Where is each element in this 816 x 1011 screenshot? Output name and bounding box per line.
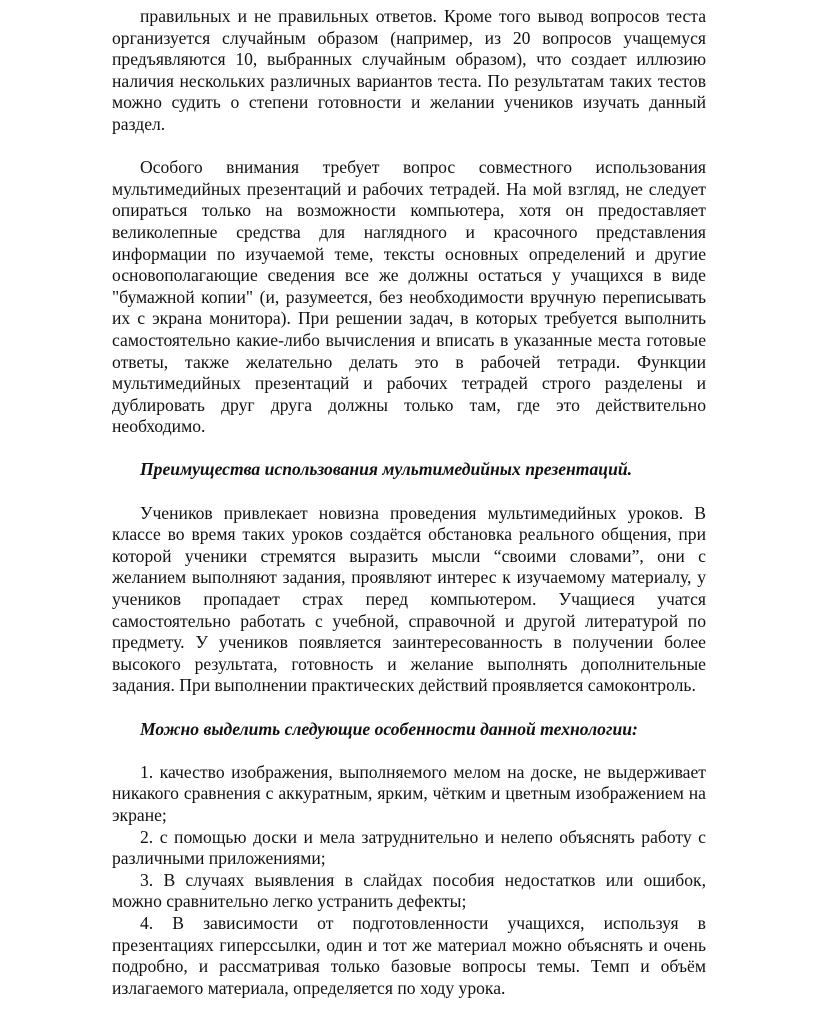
heading-advantages: Преимущества использования мультимедийных презентаций. [140,459,633,480]
list-item-4: 4. В зависимости от подготовленности учащихся, используя в презентациях гиперссылки, один и тот же материал можно объяснять и очень подробно, и рассматривая только базовые вопросы темы. Темп и объём излагаемого материала, определяется по ходу урока. [112,912,706,998]
paragraph-students: Учеников привлекает новизна проведения мультимедийных уроков. В классе во время таких уроков создаётся обстановка реального общения, при которой ученики стремятся выразить мысли “своими словами”, они с желанием выполняют задания, проявляют интерес к изучаемому материалу, у учеников пропадает страх перед компьютером. Учащиеся учатся самостоятельно работать с учебной, справочной и другой литературой по предмету. У учеников появляется заинтересованность в получении более высокого результата, готовность и желание выполнять дополнительные задания. При выполнении практических действий проявляется самоконтроль. [112,502,706,696]
paragraph-gap [112,438,706,460]
heading-features: Можно выделить следующие особенности данной технологии: [140,718,638,739]
paragraph-gap [112,481,706,503]
paragraph-gap [112,136,706,158]
paragraph-gap [112,697,706,719]
paragraph-gap [112,740,706,762]
paragraph-test-results: правильных и не правильных ответов. Кроме того вывод вопросов теста организуется случайным образом (например, из 20 вопросов учащемуся предъявляются 10, выбранных случайным образом), что создает иллюзию наличия нескольких различных вариантов теста. По результатам таких тестов можно судить о степени готовности и желании учеников изучать данный раздел. [112,6,706,134]
list-item-3: 3. В случаях выявления в слайдах пособия недостатков или ошибок, можно сравнительно легко устранить дефекты; [112,869,706,912]
document-page [112,6,706,999]
list-item-1: 1. качество изображения, выполняемого мелом на доске, не выдерживает никакого сравнения с аккуратным, ярким, чётким и цветным изображением на экране; [112,761,706,825]
paragraph-workbooks: Особого внимания требует вопрос совместного использования мультимедийных презентаций и рабочих тетрадей. На мой взгляд, не следует опираться только на возможности компьютера, хотя он предоставляет великолепные средства для наглядного и красочного представления информации по изучаемой теме, тексты основных определений и другие основополагающие сведения все же должны остаться у учащихся в виде "бумажной копии" (и, разумеется, без необходимости вручную переписывать их с экрана монитора). При решении задач, в которых требуется выполнить самостоятельно какие-либо вычисления и вписать в указанные места готовые ответы, также желательно делать это в рабочей тетради. Функции мультимедийных презентаций и рабочих тетрадей строго разделены и дублировать друг друга должны только там, где это действительно необходимо. [112,157,706,437]
list-item-2: 2. с помощью доски и мела затруднительно и нелепо объяснять работу с различными приложениями; [112,826,706,869]
